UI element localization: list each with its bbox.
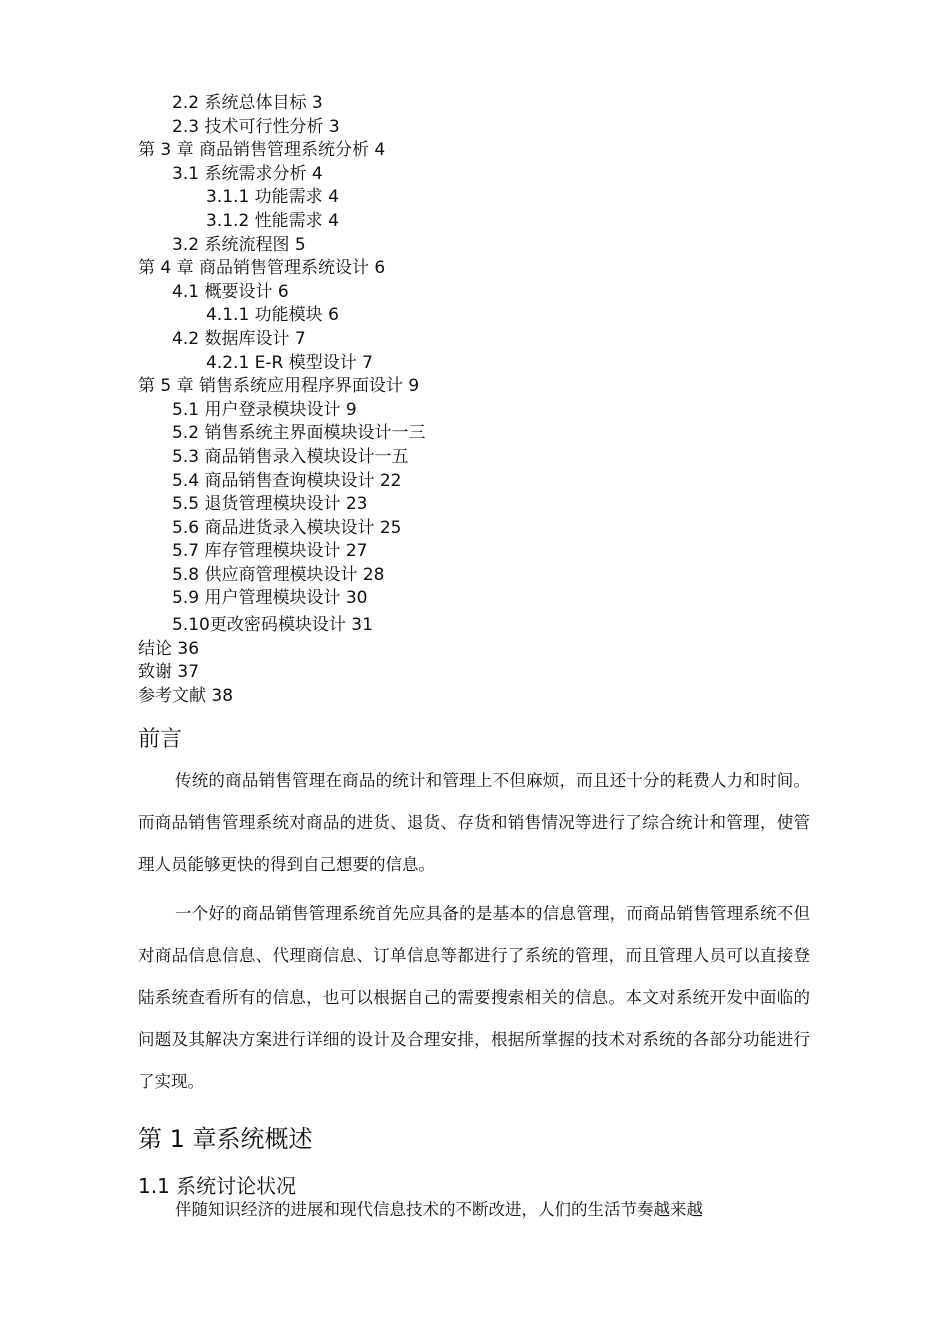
toc-entry[interactable]: 5.2 销售系统主界面模块设计一三 — [172, 423, 426, 444]
toc-entry[interactable]: 第 5 章 销售系统应用程序界面设计 9 — [138, 376, 420, 397]
toc-entry[interactable]: 结论 36 — [138, 638, 200, 659]
toc-entry[interactable]: 3.1 系统需求分析 4 — [172, 163, 323, 184]
toc-entry[interactable]: 致谢 37 — [138, 662, 200, 683]
toc-entry[interactable]: 5.8 供应商管理模块设计 28 — [172, 564, 385, 585]
preface-title: 前言 — [138, 727, 183, 752]
preface-paragraph-2: 一个好的商品销售管理系统首先应具备的是基本的信息管理，而商品销售管理系统不但对商品信息信息、代理商信息、订单信息等都进行了系统的管理，而且管理人员可以直接登陆系统查看所有的信息，也可以根据自己的需要搜索相关的信息。本文对系统开发中面临的问题及其解决方案进行详细的设计及合理安排，根据所掌握的技术对系统的各部分功能进行了实现。 — [138, 904, 810, 1091]
toc-entry[interactable]: 第 3 章 商品销售管理系统分析 4 — [138, 140, 386, 161]
toc-entry[interactable]: 2.3 技术可行性分析 3 — [172, 116, 340, 137]
chapter-title: 第 1 章系统概述 — [138, 1125, 313, 1153]
toc-entry[interactable]: 4.2 数据库设计 7 — [172, 328, 306, 349]
toc-entry[interactable]: 5.7 库存管理模块设计 27 — [172, 541, 368, 562]
toc-entry[interactable]: 5.10更改密码模块设计 31 — [172, 615, 373, 636]
toc-entry[interactable]: 2.2 系统总体目标 3 — [172, 93, 323, 113]
toc-entry[interactable]: 参考文献 38 — [138, 685, 234, 706]
table-of-contents — [138, 92, 425, 708]
toc-entry[interactable]: 3.1.1 功能需求 4 — [206, 187, 339, 208]
toc-entry[interactable]: 4.1.1 功能模块 6 — [206, 305, 339, 326]
toc-entry[interactable]: 3.2 系统流程图 5 — [172, 234, 306, 255]
toc-entry[interactable]: 5.9 用户管理模块设计 30 — [172, 588, 368, 609]
section-title: 1.1 系统讨论状况 — [138, 1174, 297, 1198]
toc-entry[interactable]: 4.2.1 E-R 模型设计 7 — [206, 352, 373, 373]
toc-entry[interactable]: 5.6 商品进货录入模块设计 25 — [172, 517, 402, 538]
toc-entry[interactable]: 第 4 章 商品销售管理系统设计 6 — [138, 258, 386, 279]
toc-entry[interactable]: 5.5 退货管理模块设计 23 — [172, 494, 368, 515]
preface-paragraph-1: 传统的商品销售管理在商品的统计和管理上不但麻烦，而且还十分的耗费人力和时间。而商品销售管理系统对商品的进货、退货、存货和销售情况等进行了综合统计和管理，使管理人员能够更快的得到自己想要的信息。 — [138, 771, 810, 874]
toc-entry[interactable]: 3.1.2 性能需求 4 — [206, 210, 339, 231]
body-paragraph: 伴随知识经济的进展和现代信息技术的不断改进，人们的生活节奏越来越 — [175, 1200, 703, 1219]
toc-entry[interactable]: 5.4 商品销售查询模块设计 22 — [172, 470, 402, 491]
toc-entry[interactable]: 4.1 概要设计 6 — [172, 281, 289, 302]
toc-entry[interactable]: 5.3 商品销售录入模块设计一五 — [172, 446, 409, 467]
toc-entry[interactable]: 5.1 用户登录模块设计 9 — [172, 399, 357, 420]
